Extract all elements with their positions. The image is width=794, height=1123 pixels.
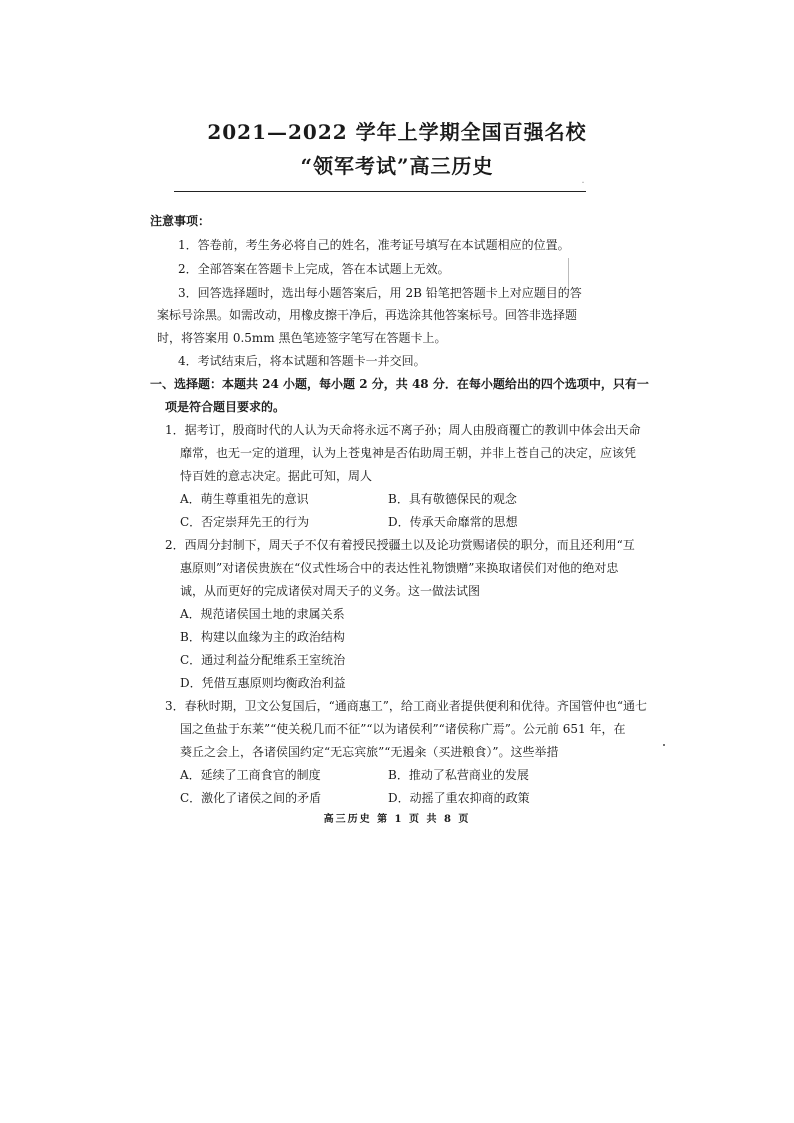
note-item: 2．全部答案在答题卡上完成，答在本试题上无效。 <box>178 262 450 276</box>
scan-speck <box>663 744 665 746</box>
question-1-text: 1．据考订，殷商时代的人认为天命将永远不离子孙；周人由殷商覆亡的教训中体会出天命 <box>165 423 641 437</box>
note-item: 时，将答案用 0.5mm 黑色笔迹签字笔写在答题卡上。 <box>157 331 447 345</box>
header-rule <box>174 191 586 192</box>
scan-mark: ˙ <box>580 180 586 194</box>
exam-subtitle: “领军考试”高三历史 <box>300 154 494 178</box>
page-footer: 高三历史 第 1 页 共 8 页 <box>323 814 471 825</box>
note-item: 3．回答选择题时，选出每小题答案后，用 2B 铅笔把答题卡上对应题目的答 <box>178 286 582 300</box>
question-1-option-c: C．否定崇拜先王的行为 <box>180 515 310 529</box>
question-2-text: 惠原则”对诸侯贵族在“仪式性场合中的表达性礼物馈赠”来换取诸侯们对他的绝对忠 <box>180 561 619 575</box>
question-3-option-a: A．延续了工商食官的制度 <box>180 768 321 782</box>
question-3-option-b: B．推动了私营商业的发展 <box>388 768 529 782</box>
question-3-text: 3．春秋时期，卫文公复国后，“通商惠工”，给工商业者提供便利和优待。齐国管仲也“通七 <box>165 699 648 713</box>
question-3-option-d: D．动摇了重农抑商的政策 <box>388 791 530 805</box>
question-2-option-c: C．通过利益分配维系王室统治 <box>180 653 346 667</box>
note-item: 案标号涂黑。如需改动，用橡皮擦干净后，再选涂其他答案标号。回答非选择题 <box>157 308 578 322</box>
note-item: 4．考试结束后，将本试题和答题卡一并交回。 <box>178 354 426 368</box>
question-1-text: 恃百姓的意志决定。据此可知，周人 <box>180 469 373 483</box>
question-1-option-a: A．萌生尊重祖先的意识 <box>180 492 309 506</box>
question-3-option-c: C．激化了诸侯之间的矛盾 <box>180 791 322 805</box>
question-1-text: 靡常，也无一定的道理，认为上苍鬼神是否佑助周王朝，并非上苍自己的决定，应该凭 <box>180 446 637 460</box>
notes-heading: 注意事项： <box>150 214 211 228</box>
question-2-text: 2．西周分封制下，周天子不仅有着授民授疆土以及论功赏赐诸侯的职分，而且还利用“互 <box>165 538 635 552</box>
question-2-option-a: A．规范诸侯国土地的隶属关系 <box>180 607 345 621</box>
note-item: 1．答卷前，考生务必将自己的姓名，准考证号填写在本试题相应的位置。 <box>178 238 570 252</box>
question-1-option-d: D．传承天命靡常的思想 <box>388 515 518 529</box>
section-heading: 一、选择题：本题共 24 小题，每小题 2 分，共 48 分．在每小题给出的四个选项中，只有一 <box>150 377 649 391</box>
question-1-option-b: B．具有敬德保民的观念 <box>388 492 517 506</box>
question-2-option-b: B．构建以血缘为主的政治结构 <box>180 630 345 644</box>
question-3-text: 葵丘之会上，各诸侯国约定“无忘宾旅”“无遏籴（买进粮食）”。这些举措 <box>180 745 559 759</box>
section-heading-cont: 项是符合题目要求的。 <box>165 400 286 414</box>
question-2-option-d: D．凭借互惠原则均衡政治利益 <box>180 676 346 690</box>
exam-title: 2021—2022 学年上学期全国百强名校 <box>207 120 587 144</box>
question-2-text: 诚，从而更好的完成诸侯对周天子的义务。这一做法试图 <box>180 584 481 598</box>
question-3-text: 国之鱼盐于东莱”“使关税几而不征”“以为诸侯利”“诸侯称广焉”。公元前 651 年，在 <box>180 722 626 736</box>
